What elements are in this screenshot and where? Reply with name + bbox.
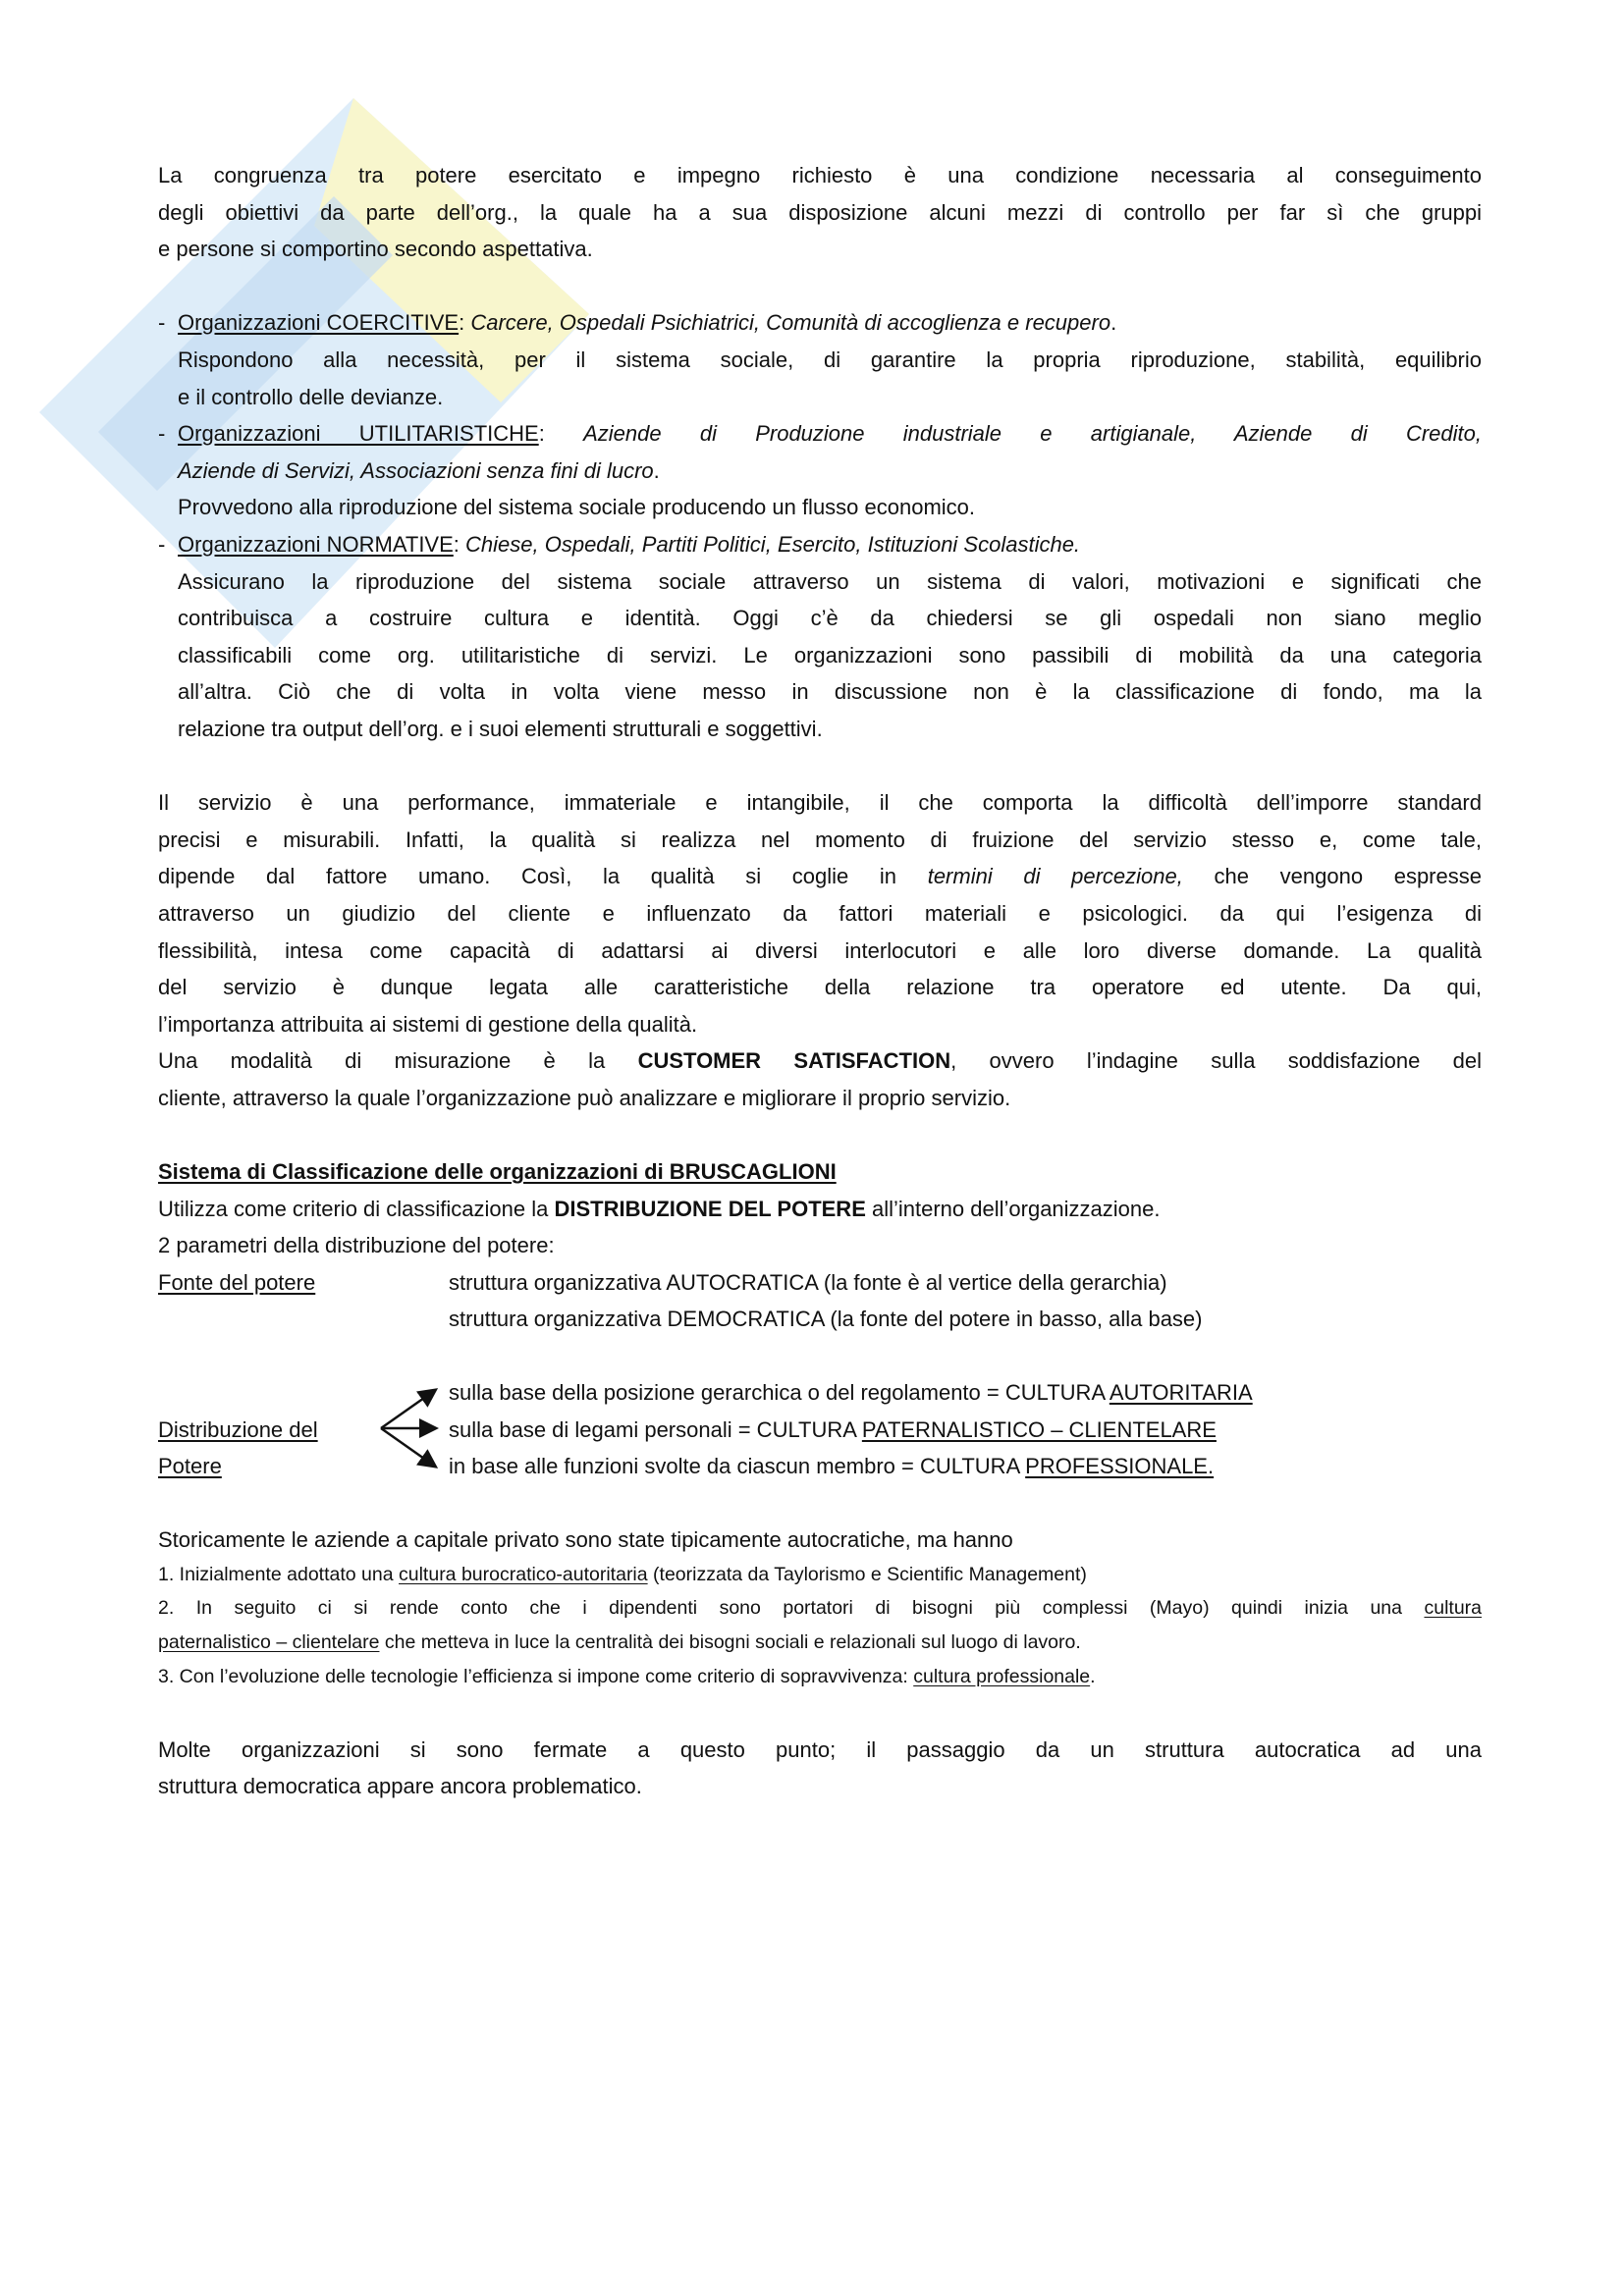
underlined-text: cultura professionale	[913, 1666, 1091, 1687]
paragraph-line: cliente, attraverso la quale l’organizzazione può analizzare e migliorare il proprio servizio.	[158, 1086, 1011, 1110]
history-item	[158, 1560, 1482, 1589]
paragraph-line: Il servizio è una performance, immateriale e intangibile, il che comporta la difficoltà dell’imporre standard	[158, 790, 1482, 815]
text: , ovvero l’indagine sulla soddisfazione del	[950, 1048, 1482, 1073]
history-item	[158, 1593, 1482, 1623]
paragraph-line: 2 parametri della distribuzione del potere:	[158, 1233, 555, 1257]
category-examples: Carcere, Ospedali Psichiatrici, Comunità di accoglienza e recupero	[470, 310, 1111, 335]
category-examples: Aziende di Produzione industriale e artigianale, Aziende di Credito,	[583, 421, 1482, 446]
paragraph-line: La congruenza tra potere esercitato e impegno richiesto è una condizione necessaria al conseguimento	[158, 163, 1482, 187]
text: .	[1090, 1666, 1096, 1687]
fonte-label: Fonte del potere	[158, 1270, 316, 1295]
distribution-label: Potere	[158, 1454, 222, 1478]
culture-label: PATERNALISTICO – CLIENTELARE	[861, 1417, 1217, 1442]
paragraph-line: Storicamente le aziende a capitale privato sono state tipicamente autocratiche, ma hanno	[158, 1527, 1013, 1552]
category-examples: Aziende di Servizi, Associazioni senza fini di lucro	[178, 458, 654, 483]
list-dash: -	[158, 310, 166, 335]
paragraph-line	[158, 862, 1482, 891]
text: sulla base della posizione gerarchica o del regolamento = CULTURA	[449, 1380, 1110, 1405]
paragraph-line: flessibilità, intesa come capacità di adattarsi ai diversi interlocutori e alle loro diverse domande. La qualità	[158, 938, 1482, 963]
history-item	[158, 1628, 1482, 1657]
underlined-text: cultura	[1424, 1597, 1482, 1619]
list-item-normative: Organizzazioni NORMATIVE: Chiese, Ospedali, Partiti Politici, Esercito, Istituzioni Scolastiche.	[178, 532, 1081, 557]
paragraph-line	[158, 1046, 1482, 1076]
underlined-text: cultura burocratico-autoritaria	[399, 1564, 648, 1585]
paragraph-line: e persone si comportino secondo aspettativa.	[158, 237, 593, 261]
list-desc: relazione tra output dell’org. e i suoi elementi strutturali e soggettivi.	[178, 717, 823, 741]
text: sulla base di legami personali = CULTURA	[449, 1417, 862, 1442]
paragraph-line: precisi e misurabili. Infatti, la qualità si realizza nel momento di fruizione del servizio stesso e, come tale,	[158, 828, 1482, 852]
list-desc: e il controllo delle devianze.	[178, 385, 444, 409]
category-label: Organizzazioni NORMATIVE	[178, 532, 454, 557]
culture-label: AUTORITARIA	[1109, 1380, 1253, 1405]
category-examples: Chiese, Ospedali, Partiti Politici, Esercito, Istituzioni Scolastiche.	[465, 532, 1081, 557]
distribution-item	[449, 1415, 1482, 1445]
bold-text: CUSTOMER SATISFACTION	[637, 1048, 951, 1073]
category-label: Organizzazioni COERCITIVE	[178, 310, 460, 335]
list-desc: Aziende di Servizi, Associazioni senza fini di lucro.	[178, 458, 660, 483]
distribution-item	[449, 1452, 1482, 1481]
list-item-coercitive: Organizzazioni COERCITIVE: Carcere, Ospedali Psichiatrici, Comunità di accoglienza e recupero.	[178, 310, 1117, 335]
text: all’interno dell’organizzazione.	[865, 1197, 1161, 1221]
paragraph-line: attraverso un giudizio del cliente e influenzato da fattori materiali e psicologici. da qui l’esigenza di	[158, 901, 1482, 926]
list-item-utilitaristiche: Organizzazioni UTILITARISTICHE: Aziende di Produzione industriale e artigianale, Aziende di Credito,	[178, 421, 1482, 446]
list-desc: Assicurano la riproduzione del sistema sociale attraverso un sistema di valori, motivazioni e significati che	[178, 569, 1482, 594]
paragraph-line: Molte organizzazioni si sono fermate a questo punto; il passaggio da un struttura autocratica ad una	[158, 1737, 1482, 1762]
text: (teorizzata da Taylorismo e Scientific Management)	[647, 1564, 1087, 1585]
text: 1. Inizialmente adottato una	[158, 1564, 399, 1585]
list-desc: all’altra. Ciò che di volta in volta viene messo in discussione non è la classificazione di fondo, ma la	[178, 679, 1482, 704]
text: che metteva in luce la centralità dei bisogni sociali e relazionali sul luogo di lavoro.	[379, 1631, 1081, 1653]
text: 2. In seguito ci si rende conto che i dipendenti sono portatori di bisogni più complessi (Mayo) quindi inizia una	[158, 1597, 1425, 1619]
text: Una modalità di misurazione è la	[158, 1048, 638, 1073]
culture-label: PROFESSIONALE.	[1025, 1454, 1215, 1478]
distribution-label: Distribuzione del	[158, 1417, 318, 1442]
paragraph-line: l’importanza attribuita ai sistemi di gestione della qualità.	[158, 1012, 698, 1037]
fonte-item: struttura organizzativa DEMOCRATICA (la fonte del potere in basso, alla base)	[449, 1307, 1203, 1331]
paragraph-line: struttura democratica appare ancora problematico.	[158, 1774, 642, 1798]
branch-arrows-icon	[373, 1379, 452, 1477]
list-desc: Rispondono alla necessità, per il sistema sociale, di garantire la propria riproduzione, stabilità, equilibrio	[178, 347, 1482, 372]
text: che vengono espresse	[1182, 864, 1482, 888]
history-item	[158, 1662, 1482, 1691]
text: 3. Con l’evoluzione delle tecnologie l’efficienza si impone come criterio di sopravvivenza:	[158, 1666, 914, 1687]
paragraph-line	[158, 1195, 1482, 1224]
list-desc: Provvedono alla riproduzione del sistema sociale producendo un flusso economico.	[178, 495, 976, 519]
bold-text: DISTRIBUZIONE DEL POTERE	[554, 1197, 866, 1221]
paragraph-line: degli obiettivi da parte dell’org., la quale ha a sua disposizione alcuni mezzi di controllo per far sì che gruppi	[158, 200, 1482, 225]
list-desc: classificabili come org. utilitaristiche di servizi. Le organizzazioni sono passibili di mobilità da una categoria	[178, 643, 1482, 667]
list-dash: -	[158, 532, 166, 557]
underlined-text: paternalistico – clientelare	[158, 1631, 380, 1653]
italic-text: termini di percezione,	[927, 864, 1183, 888]
category-label: Organizzazioni UTILITARISTICHE	[178, 421, 539, 446]
distribution-item	[449, 1378, 1482, 1408]
text: dipende dal fattore umano. Così, la qualità si coglie in	[158, 864, 928, 888]
paragraph-line: del servizio è dunque legata alle caratteristiche della relazione tra operatore ed utente. Da qui,	[158, 975, 1482, 999]
text: Utilizza come criterio di classificazione la	[158, 1197, 555, 1221]
section-heading: Sistema di Classificazione delle organizzazioni di BRUSCAGLIONI	[158, 1159, 837, 1184]
text: in base alle funzioni svolte da ciascun membro = CULTURA	[449, 1454, 1026, 1478]
list-dash: -	[158, 421, 166, 446]
list-desc: contribuisca a costruire cultura e identità. Oggi c’è da chiedersi se gli ospedali non siano meglio	[178, 606, 1482, 630]
fonte-item: struttura organizzativa AUTOCRATICA (la fonte è al vertice della gerarchia)	[449, 1270, 1167, 1295]
